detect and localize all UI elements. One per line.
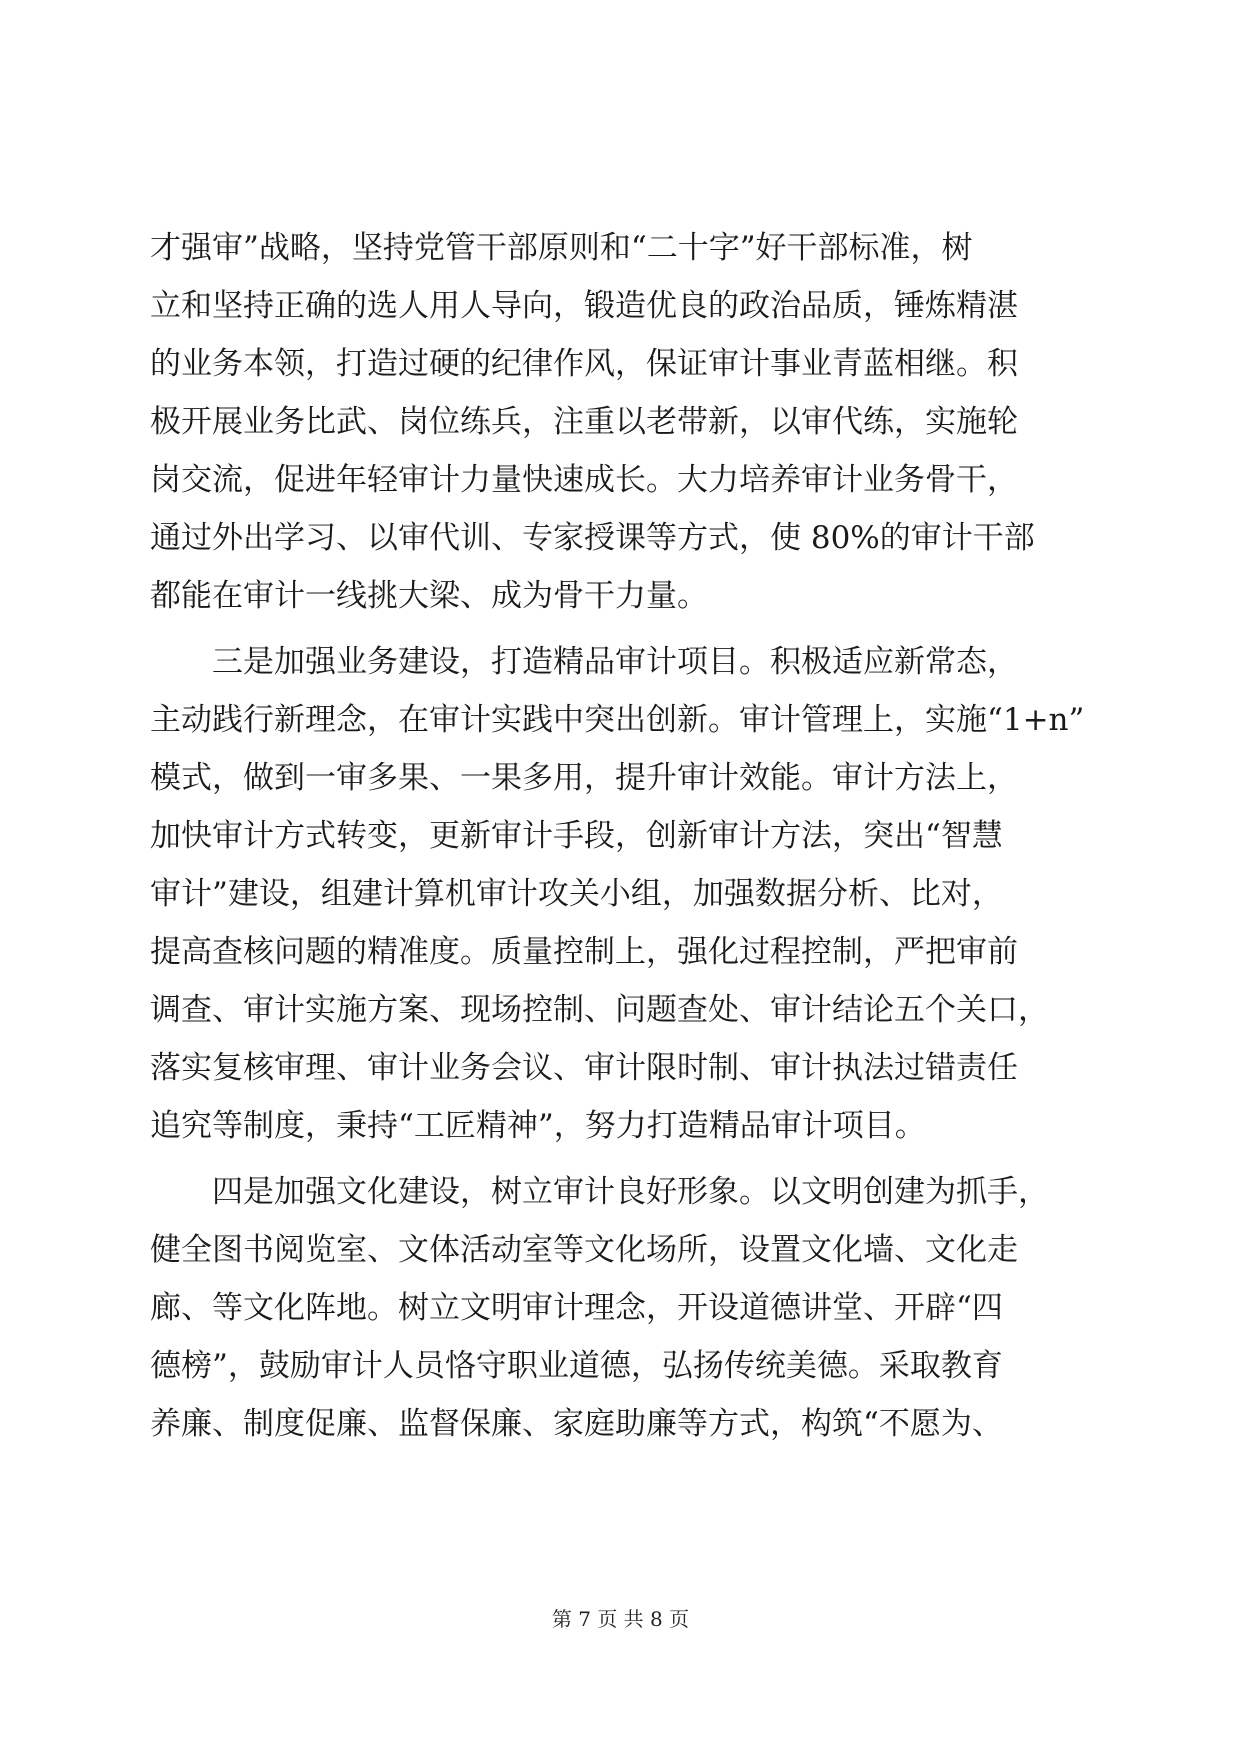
text-line: 提高查核问题的精准度。质量控制上，强化过程控制，严把审前 [150, 934, 1018, 970]
text-line: 追究等制度，秉持“工匠精神”，努力打造精品审计项目。 [150, 1108, 926, 1144]
text-line: 极开展业务比武、岗位练兵，注重以老带新，以审代练，实施轮 [150, 404, 1018, 440]
text-line: 都能在审计一线挑大梁、成为骨干力量。 [150, 578, 708, 614]
page-number-footer: 第 7 页 共 8 页 [551, 1607, 690, 1631]
text-line: 廊、等文化阵地。树立文明审计理念，开设道德讲堂、开辟“四 [150, 1290, 1003, 1326]
text-line: 才强审”战略，坚持党管干部原则和“二十字”好干部标准，树 [150, 230, 973, 266]
text-line: 岗交流，促进年轻审计力量快速成长。大力培养审计业务骨干， [150, 462, 1018, 498]
text-line: 调查、审计实施方案、现场控制、问题查处、审计结论五个关口， [150, 992, 1049, 1028]
text-line: 审计”建设，组建计算机审计攻关小组，加强数据分析、比对， [150, 876, 1003, 912]
text-line: 养廉、制度促廉、监督保廉、家庭助廉等方式，构筑“不愿为、 [150, 1406, 1003, 1442]
text-line: 健全图书阅览室、文体活动室等文化场所，设置文化墙、文化走 [150, 1232, 1018, 1268]
text-line: 模式，做到一审多果、一果多用，提升审计效能。审计方法上， [150, 760, 1018, 796]
text-line: 通过外出学习、以审代训、专家授课等方式，使 80%的审计干部 [150, 520, 1035, 556]
text-line: 立和坚持正确的选人用人导向，锻造优良的政治品质，锤炼精湛 [150, 288, 1018, 324]
text-line: 加快审计方式转变，更新审计手段，创新审计方法，突出“智慧 [150, 818, 1003, 854]
text-line: 德榜”，鼓励审计人员恪守职业道德，弘扬传统美德。采取教育 [150, 1348, 1003, 1384]
text-line: 的业务本领，打造过硬的纪律作风，保证审计事业青蓝相继。积 [150, 346, 1018, 382]
text-line: 落实复核审理、审计业务会议、审计限时制、审计执法过错责任 [150, 1050, 1018, 1086]
paragraph-start-line: 四是加强文化建设，树立审计良好形象。以文明创建为抓手， [212, 1174, 1049, 1210]
paragraph-start-line: 三是加强业务建设，打造精品审计项目。积极适应新常态， [212, 644, 1018, 680]
text-line: 主动践行新理念，在审计实践中突出创新。审计管理上，实施“1+n” [150, 702, 1085, 738]
